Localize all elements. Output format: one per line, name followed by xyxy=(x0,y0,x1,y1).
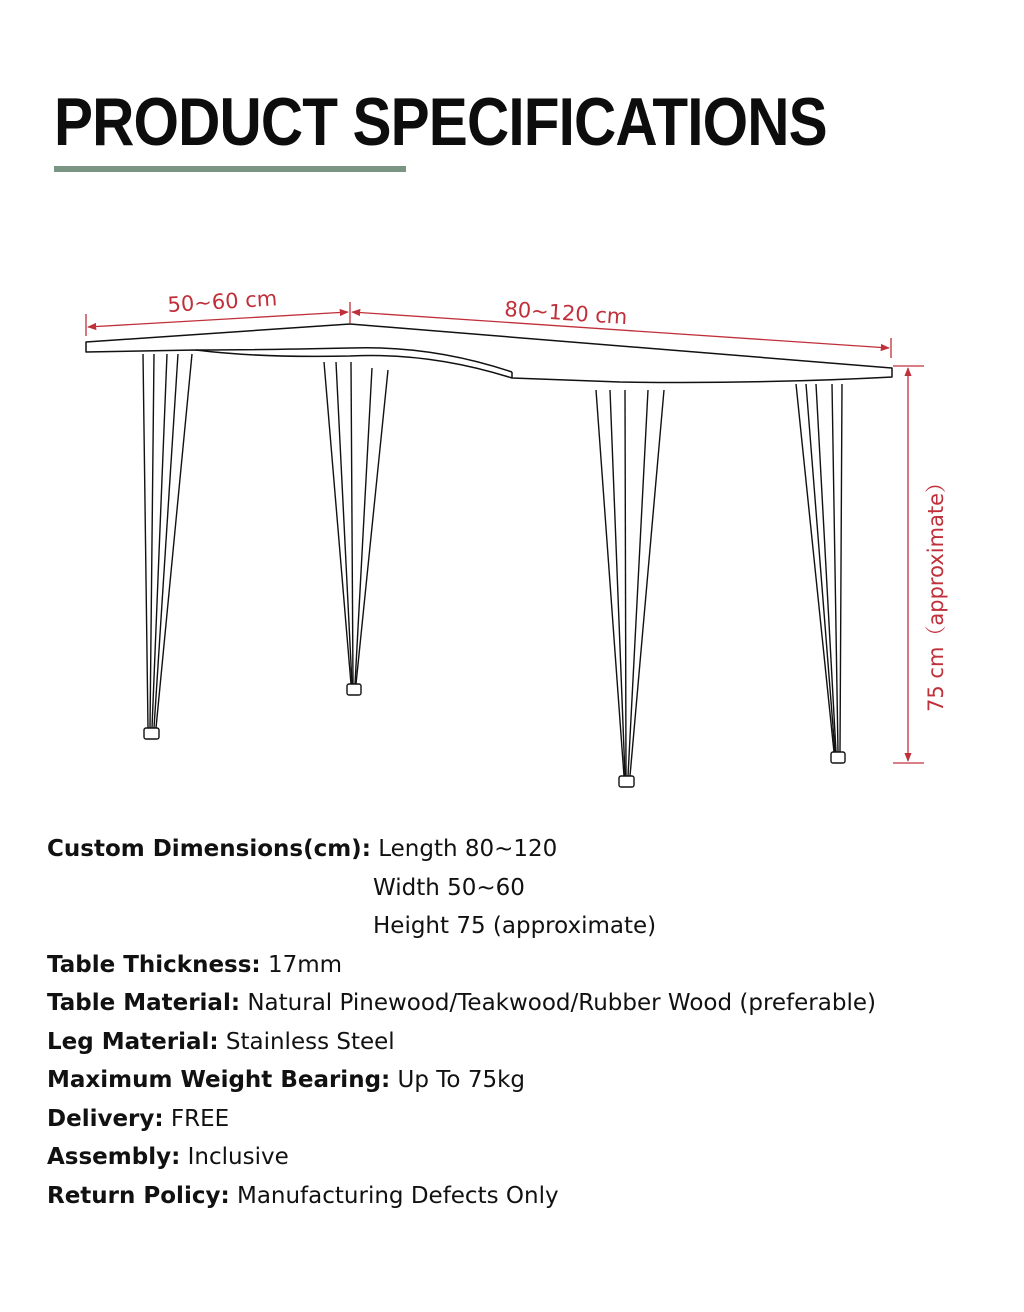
spec-label: Table Thickness: xyxy=(47,951,261,978)
spec-custom-dimensions xyxy=(47,830,1007,869)
spec-label: Maximum Weight Bearing: xyxy=(47,1067,391,1093)
spec-value: Length 80~120 xyxy=(378,836,558,862)
spec-value: Width 50~60 xyxy=(373,874,525,901)
width-label: 50~60 cm xyxy=(166,286,278,317)
spec-custom-width xyxy=(47,869,1007,908)
page-title: PRODUCT SPECIFICATIONS xyxy=(54,84,827,160)
length-label: 80~120 cm xyxy=(503,297,629,330)
height-label: 75 cm（approximate） xyxy=(924,471,948,712)
spec-label: Leg Material: xyxy=(47,1028,219,1055)
spec-table-thickness xyxy=(47,946,1007,985)
spec-delivery xyxy=(47,1100,1007,1139)
spec-return-policy xyxy=(47,1177,1007,1216)
spec-label: Assembly: xyxy=(47,1144,181,1170)
height-dimension-line xyxy=(893,366,924,763)
table-leg-back-left xyxy=(324,362,388,695)
spec-maximum-weight xyxy=(47,1061,1007,1100)
spec-label: Custom Dimensions(cm): xyxy=(47,836,371,862)
spec-value: Up To 75kg xyxy=(397,1067,526,1093)
spec-custom-height xyxy=(47,907,1007,946)
table-leg-front-left xyxy=(143,354,192,739)
spec-value: Inclusive xyxy=(187,1144,289,1170)
table-leg-back-right xyxy=(796,384,845,763)
table-top xyxy=(86,324,892,382)
spec-table-material xyxy=(47,984,1007,1023)
spec-label: Return Policy: xyxy=(47,1182,230,1209)
spec-value: Height 75 (approximate) xyxy=(373,913,657,939)
spec-value: Manufacturing Defects Only xyxy=(236,1182,559,1209)
spec-value: Natural Pinewood/Teakwood/Rubber Wood (preferable) xyxy=(247,990,876,1016)
spec-label: Table Material: xyxy=(47,990,241,1016)
spec-list xyxy=(47,830,1007,1215)
spec-value: FREE xyxy=(170,1105,230,1132)
spec-value: Stainless Steel xyxy=(225,1028,395,1055)
table-leg-front-right xyxy=(596,390,664,787)
spec-leg-material xyxy=(47,1023,1007,1062)
spec-label: Delivery: xyxy=(47,1105,164,1132)
spec-value: 17mm xyxy=(267,951,343,978)
spec-assembly xyxy=(47,1138,1007,1177)
